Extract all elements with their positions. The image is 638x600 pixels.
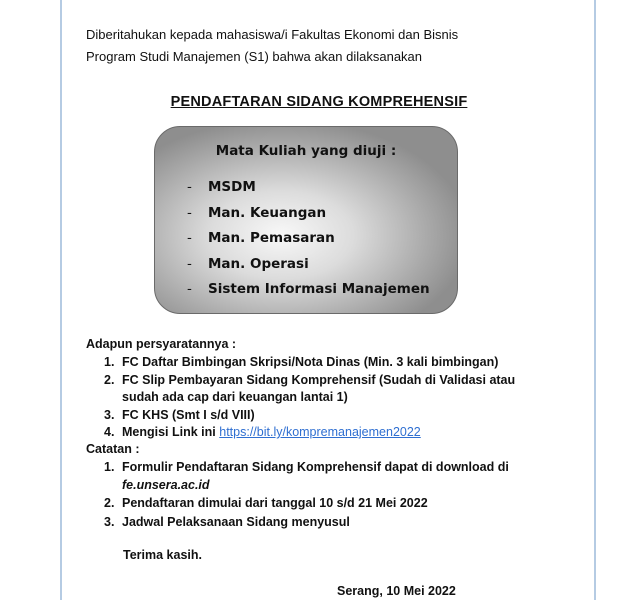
subject-label: Man. Keuangan [208,204,327,221]
subject-label: Sistem Informasi Manajemen [208,281,430,297]
item-number: 1. [104,355,115,369]
note-text: Jadwal Pelaksanaan Sidang menyusul [122,514,350,529]
intro-line-2: Program Studi Manajemen (S1) bahwa akan dilaksanakan [86,49,423,64]
dash-bullet: - [187,204,192,221]
note-item [104,459,544,494]
item-number: 4. [104,425,115,439]
requirement-item [104,407,544,425]
dash-bullet: - [187,179,192,195]
registration-link[interactable]: https://bit.ly/kompremanajemen2022 [219,425,421,439]
closing-text: Terima kasih. [123,548,202,562]
requirements-label: Adapun persyaratannya : [86,337,237,351]
note-item [104,514,544,532]
intro-paragraph [86,24,458,68]
dash-bullet: - [187,230,192,246]
requirement-item [104,372,544,407]
intro-line-1: Diberitahukan kepada mahasiswa/i Fakultas Ekonomi dan Bisnis [86,27,459,42]
requirement-text: Mengisi Link ini [122,425,216,439]
requirements-list [104,354,544,442]
website-text: fe.unsera.ac.id [122,477,210,492]
requirement-item [104,354,544,372]
subject-label: Man. Operasi [208,255,309,272]
item-number: 2. [104,372,115,387]
subject-item [187,252,430,278]
item-number: 3. [104,407,115,422]
document-title: PENDAFTARAN SIDANG KOMPREHENSIF [170,94,468,110]
place-date: Serang, 10 Mei 2022 [337,584,456,598]
notes-list [104,459,544,532]
note-item [104,495,544,513]
subjects-heading: Mata Kuliah yang diuji : [215,143,397,159]
subject-label: Man. Pemasaran [208,230,335,246]
subject-item [187,277,430,303]
subject-label: MSDM [208,179,256,195]
note-text: Pendaftaran dimulai dari tanggal 10 s/d 21 Mei 2022 [122,496,428,510]
subjects-box [154,126,458,314]
subject-item [187,201,430,227]
subject-item [187,226,430,252]
item-number: 3. [104,514,115,529]
requirement-item [104,424,544,442]
requirement-text: FC KHS (Smt I s/d VIII) [122,407,255,422]
subjects-list [187,175,430,303]
dash-bullet: - [187,255,192,272]
requirement-text: FC Daftar Bimbingan Skripsi/Nota Dinas (Min. 3 kali bimbingan) [122,355,499,369]
note-text: Formulir Pendaftaran Sidang Komprehensif dapat di download di [122,460,509,474]
dash-bullet: - [187,281,192,297]
item-number: 1. [104,460,115,474]
item-number: 2. [104,496,115,510]
subject-item [187,175,430,201]
notes-label: Catatan : [86,442,140,456]
requirement-text: FC Slip Pembayaran Sidang Komprehensif (Sudah di Validasi atau sudah ada cap dari keuangan lantai 1) [122,372,516,404]
